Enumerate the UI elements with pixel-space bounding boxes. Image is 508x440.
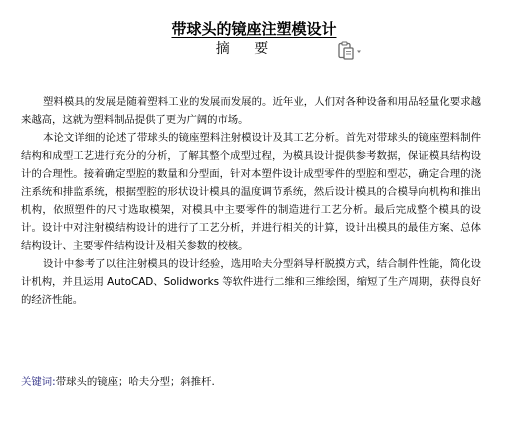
abstract-paragraph-3: 设计中参考了以往注射模具的设计经验，选用哈夫分型斜导杆脱摸方式，结合制件性能，简化设计机构，并且运用 AutoCAD、Solidworks 等软件进行二维和三维绘图，缩短了生产周期，获得良好的经济性能。 (21, 258, 481, 306)
abstract-heading: 摘 要 (215, 41, 279, 57)
abstract-body (21, 93, 481, 309)
document-title-text: 带球头的镜座注塑模设计 (171, 20, 337, 38)
abstract-paragraph-1: 塑料模具的发展是随着塑料工业的发展而发展的。近年业，人们对各种设备和用品轻量化要求越来越高，这就为塑料制品提供了更为广阔的市场。 (21, 96, 481, 126)
document-title (0, 19, 508, 39)
keywords-line (21, 373, 215, 391)
keywords-text: 带球头的镜座；哈夫分型；斜推杆. (55, 376, 215, 388)
paste-options-icon[interactable] (336, 41, 366, 61)
abstract-paragraph-2: 本论文详细的论述了带球头的镜座塑料注射模设计及其工艺分析。首先对带球头的镜座塑料制件结构和成型工艺进行充分的分析，了解其整个成型过程，为模具设计提供参考数据，保证模具结构设计的合理性。接着确定型腔的数量和分型面，针对本塑件设计成型零件的型腔和型芯，确定合理的浇注系统和排监系统，根据型腔的形状设计模具的温度调节系统，然后设计模具的合模导向机构和推出机构，依照塑件的尺寸选取模架，对模具中主要零件的制造进行工艺分析。最后完成整个模具的设计。设计中对注射模结构设计的进行了工艺分析，并进行相关的计算，设计出模具的最佳方案、总体结构设计、主要零件结构设计及相关参数的校核。 (21, 132, 481, 252)
keywords-label: 关键词: (21, 376, 56, 388)
